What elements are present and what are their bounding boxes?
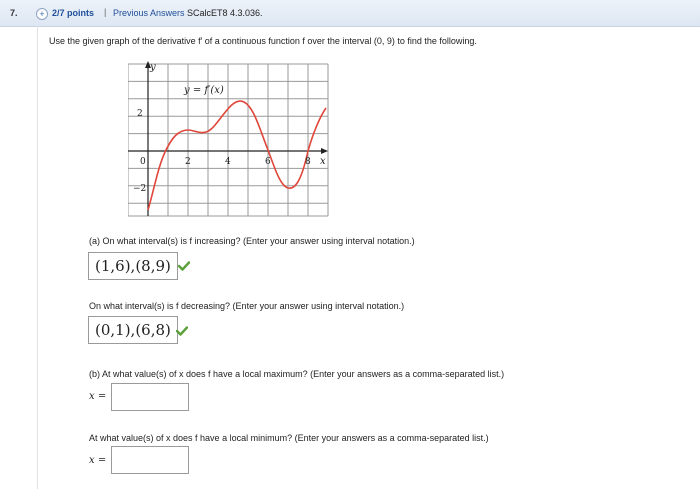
local-min-input[interactable] [111, 446, 189, 474]
question-number: 7. [10, 8, 18, 18]
left-divider [37, 26, 38, 489]
tick-label-x-2: 2 [185, 157, 191, 167]
tick-label-x-8: 8 [305, 157, 311, 167]
decreasing-question: On what interval(s) is f decreasing? (Enter your answer using interval notation.) [89, 301, 405, 311]
points-score: 2/7 points [52, 8, 95, 18]
local-max-input[interactable] [111, 383, 189, 411]
derivative-graph [128, 60, 330, 220]
previous-answers-link[interactable]: Previous Answers [113, 8, 185, 18]
y-axis-label: y [150, 62, 156, 73]
correct-check-icon [176, 326, 188, 336]
tick-label-x-6: 6 [265, 157, 271, 167]
increasing-answer-field[interactable]: (1,6),(8,9) [88, 252, 178, 280]
local-max-question: (b) At what value(s) of x does f have a local maximum? (Enter your answers as a comma-separated list.) [89, 369, 505, 379]
expand-plus-icon[interactable]: + [36, 8, 48, 20]
local-min-question: At what value(s) of x does f have a local minimum? (Enter your answers as a comma-separated list.) [89, 433, 489, 443]
decreasing-answer-field[interactable]: (0,1),(6,8) [88, 316, 178, 344]
x-axis-label: x [320, 156, 326, 167]
course-question-id: SCalcET8 4.3.036. [187, 8, 263, 18]
increasing-question: (a) On what interval(s) is f increasing? (Enter your answer using interval notation.) [89, 236, 415, 246]
local-max-input-label: x = [89, 391, 107, 402]
x-axis-arrow [321, 148, 328, 154]
curve-label: y = f′(x) [184, 85, 224, 96]
question-prompt: Use the given graph of the derivative f′ of a continuous function f over the interval (0, 9) to find the following. [49, 36, 477, 46]
derivative-curve [148, 101, 326, 210]
tick-label-origin: 0 [140, 157, 146, 167]
local-min-input-label: x = [89, 455, 107, 466]
header-separator: | [104, 7, 107, 17]
tick-label-y-2: 2 [137, 109, 143, 119]
tick-label-x-4: 4 [225, 157, 231, 167]
correct-check-icon [178, 261, 190, 271]
tick-label-y-neg2: −2 [133, 184, 147, 194]
